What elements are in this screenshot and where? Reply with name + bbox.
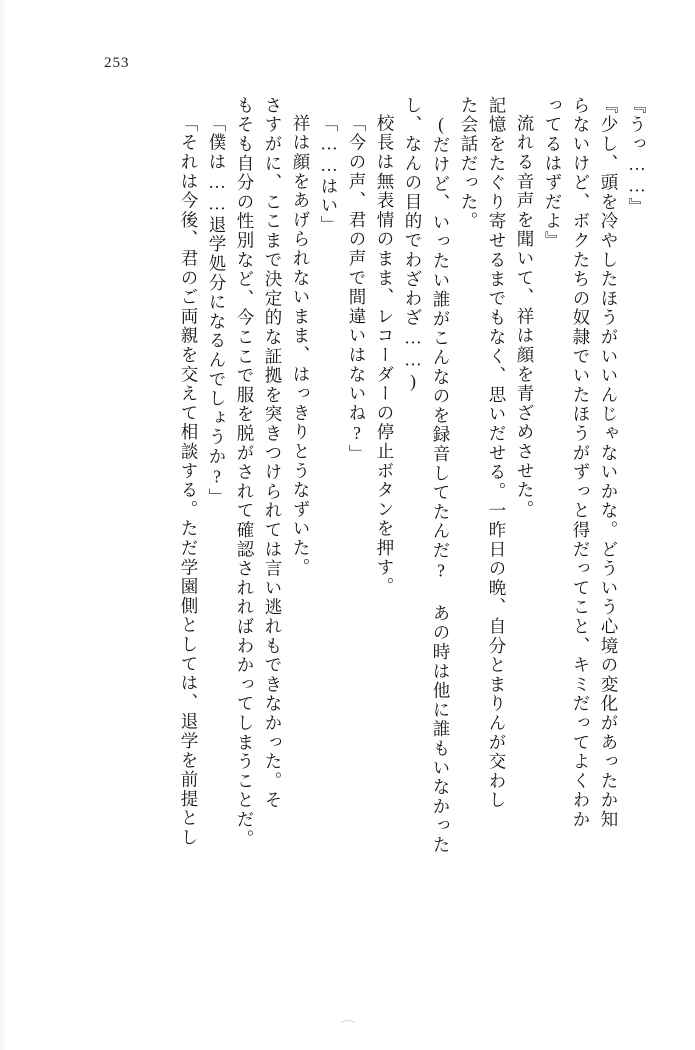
text-column: 「……はい」 (319, 114, 339, 235)
text-column: もそも自分の性別など、今ここで服を脱がされて確認されればわかってしまうことだ。 (235, 96, 255, 849)
text-column: らないけど、ボクたちの奴隷でいたほうがずっと得だってこと、キミだってよくわか (571, 96, 591, 830)
text-column: 『少し、頭を冷やしたほうがいいんじゃないかな。どういう心境の変化があったか知 (599, 96, 619, 830)
page-footer-mark (341, 1018, 355, 1024)
page-edge-shadow (0, 0, 6, 1050)
text-column: し、なんの目的でわざわざ……) (403, 96, 423, 393)
text-column: (だけど、いったい誰がこんなのを録音してたんだ? あの時は他に誰もいなかった (431, 114, 451, 855)
text-column: さすがに、ここまで決定的な証拠を突きつけられては言い逃れもできなかった。そ (263, 96, 283, 811)
text-column: 校長は無表情のまま、レコーダーの停止ボタンを押す。 (375, 114, 395, 597)
text-column: 流れる音声を聞いて、祥は顔を青ざめさせた。 (515, 114, 535, 520)
text-column: 「それは今後、君のご両親を交えて相談する。ただ学園側としては、退学を前提とし (179, 114, 199, 848)
text-column: 『うっ……』 (627, 96, 647, 217)
text-column: 祥は顔をあげられないまま、はっきりとうなずいた。 (291, 114, 311, 578)
text-column: ってるはずだよ』 (543, 96, 563, 251)
page-number: 253 (104, 55, 130, 71)
text-column: 「僕は……退学処分になるんでしょうか?」 (207, 114, 227, 508)
vertical-text-body (85, 96, 645, 976)
text-column: 記憶をたぐり寄せるまでもなく、思いだせる。一昨日の晩、自分とまりんが交わし (487, 96, 507, 811)
text-column: た会話だった。 (459, 96, 479, 232)
text-column: 「今の声、君の声で間違いはないね?」 (347, 114, 367, 464)
